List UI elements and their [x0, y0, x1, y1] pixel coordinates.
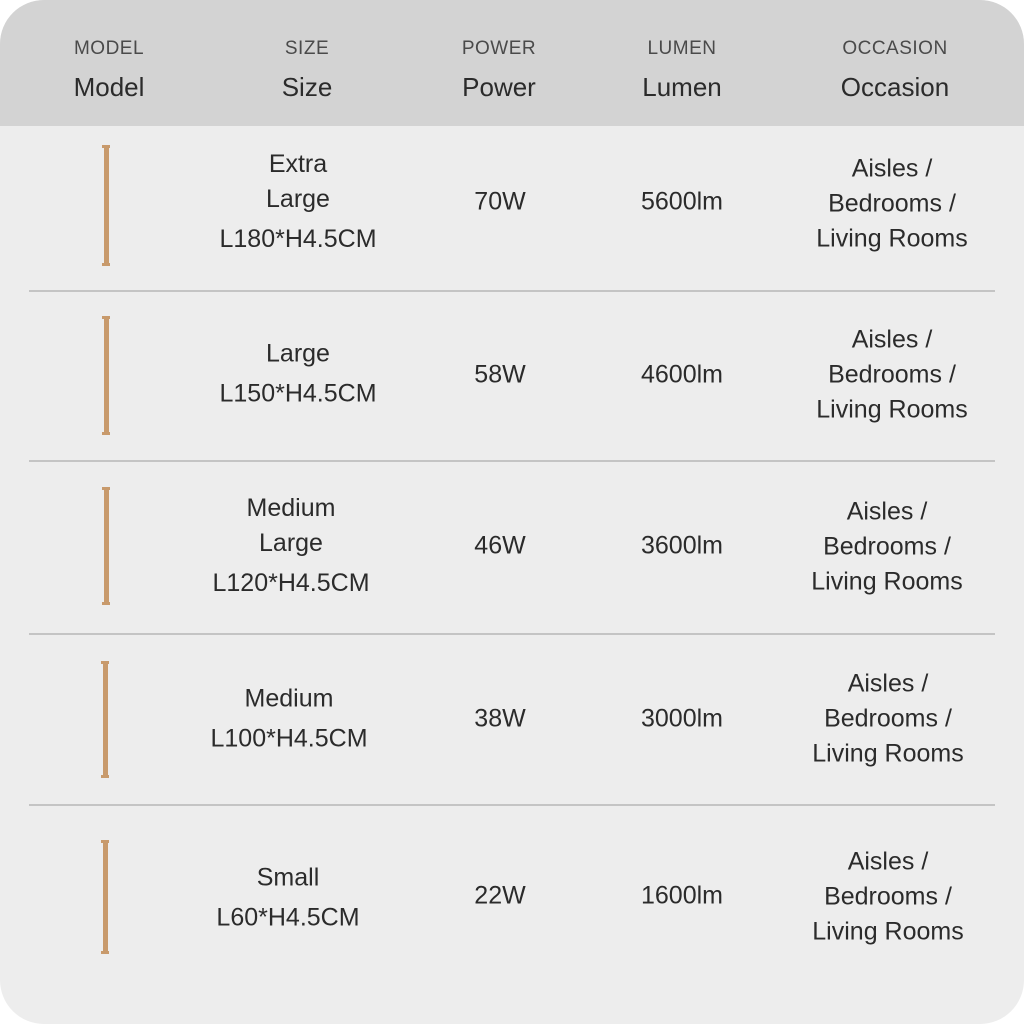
row-divider — [29, 804, 995, 806]
header-size-label: Size — [281, 72, 333, 102]
lumen-cell: 3600lm — [641, 531, 723, 560]
size-name-line: Large — [266, 339, 330, 368]
row-divider — [29, 633, 995, 635]
occasion-cell — [812, 667, 963, 772]
occasion-line: Aisles / — [847, 847, 929, 876]
occasion-line: Bedrooms / — [824, 704, 952, 733]
occasion-line: Living Rooms — [816, 224, 968, 253]
occasion-line: Bedrooms / — [823, 532, 951, 561]
occasion-line: Bedrooms / — [828, 360, 956, 389]
lumen-cell: 5600lm — [641, 187, 723, 216]
size-name-line: Small — [256, 863, 320, 892]
header-occasion-caption: OCCASION — [842, 38, 948, 59]
model-bar-icon — [104, 145, 109, 266]
occasion-line: Living Rooms — [816, 395, 968, 424]
size-dimensions: L120*H4.5CM — [212, 569, 370, 597]
power-cell: 38W — [474, 704, 526, 733]
model-bar-icon — [103, 661, 108, 778]
row-divider — [29, 290, 995, 292]
size-name-line: Large — [266, 185, 330, 213]
power-cell: 22W — [474, 881, 526, 910]
table-header — [0, 0, 1024, 126]
occasion-line: Aisles / — [846, 497, 928, 526]
header-lumen-caption: LUMEN — [647, 38, 717, 59]
occasion-cell — [811, 495, 962, 600]
occasion-line: Living Rooms — [811, 567, 963, 596]
header-size-caption: SIZE — [284, 38, 330, 59]
size-cell — [219, 147, 376, 261]
size-dimensions: L150*H4.5CM — [219, 379, 377, 408]
size-dimensions: L100*H4.5CM — [210, 724, 368, 753]
occasion-line: Bedrooms / — [828, 189, 956, 218]
power-cell: 70W — [474, 187, 526, 216]
occasion-line: Living Rooms — [812, 739, 964, 768]
occasion-cell — [816, 323, 967, 428]
header-power-label: Power — [462, 72, 536, 102]
occasion-line: Bedrooms / — [824, 882, 952, 911]
occasion-cell — [812, 845, 963, 950]
model-bar-icon — [104, 487, 109, 605]
size-name-line: Medium — [244, 684, 334, 713]
row-divider — [29, 460, 995, 462]
occasion-line: Living Rooms — [812, 917, 964, 946]
header-model-caption: MODEL — [73, 38, 145, 59]
power-cell: 46W — [474, 531, 526, 560]
size-cell — [212, 491, 369, 605]
size-cell — [216, 861, 359, 940]
size-cell — [219, 337, 376, 416]
header-model-label: Model — [73, 72, 145, 102]
size-dimensions: L180*H4.5CM — [219, 225, 377, 253]
model-bar-icon — [103, 840, 108, 954]
header-occasion-label: Occasion — [840, 72, 950, 102]
occasion-cell — [816, 152, 967, 257]
size-name-line: Medium — [246, 494, 336, 522]
occasion-line: Aisles / — [847, 669, 929, 698]
header-power-caption: POWER — [461, 38, 537, 59]
size-name-line: Large — [259, 529, 323, 557]
occasion-line: Aisles / — [851, 325, 933, 354]
occasion-line: Aisles / — [851, 154, 933, 183]
size-name-line: Extra — [268, 150, 328, 178]
lumen-cell: 3000lm — [641, 704, 723, 733]
model-bar-icon — [104, 316, 109, 435]
lumen-cell: 4600lm — [641, 360, 723, 389]
size-cell — [210, 682, 367, 761]
header-lumen-label: Lumen — [642, 72, 722, 102]
lumen-cell: 1600lm — [641, 881, 723, 910]
power-cell: 58W — [474, 360, 526, 389]
size-dimensions: L60*H4.5CM — [216, 903, 360, 932]
